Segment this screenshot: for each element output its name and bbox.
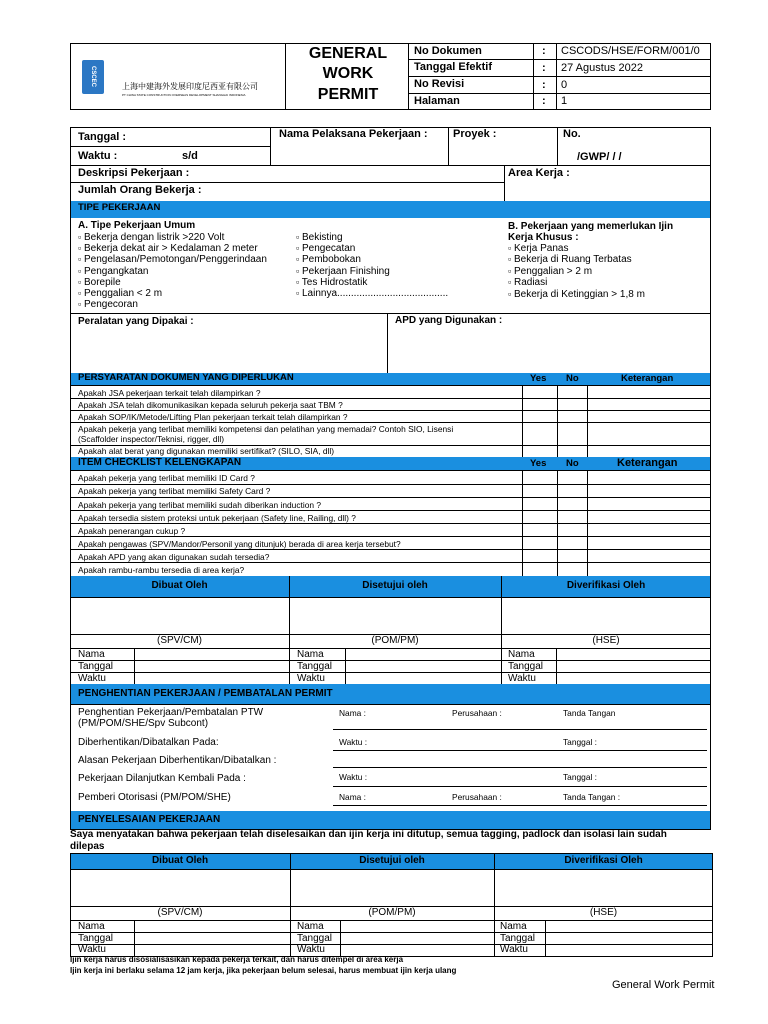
tipe-item-label: Radiasi: [511, 277, 548, 289]
checkbox-icon[interactable]: ▫: [78, 243, 82, 254]
sign2-nama-2: Nama: [297, 921, 324, 932]
meta-label-2: No Revisi: [414, 78, 465, 90]
nama-pelaksana-label: Nama Pelaksana Pekerjaan :: [279, 128, 428, 140]
checkbox-icon[interactable]: ▫: [78, 276, 82, 287]
meta-colon-1: :: [542, 62, 546, 74]
penghentian-l4: Pekerjaan Dilanjutkan Kembali Pada :: [78, 773, 246, 784]
penghentian-perusahaan-1: Perusahaan :: [452, 708, 502, 718]
meta-colon-0: :: [542, 45, 546, 57]
sign2-spv: (SPV/CM): [157, 907, 203, 918]
tipe-col3-item: [508, 277, 547, 288]
checkbox-icon[interactable]: ▫: [78, 254, 82, 265]
tipe-col1-item: [78, 232, 224, 243]
meta-value-2: 0: [561, 79, 568, 91]
tipe-item-label: Bekisting: [299, 232, 343, 243]
tipe-item-label: Penggalian < 2 m: [81, 288, 163, 299]
tipe-item-label: Lainnya........................................: [299, 288, 449, 299]
tipe-a-title: A. Tipe Pekerjaan Umum: [78, 220, 196, 231]
sign2-box: [70, 853, 713, 957]
meta-label-3: Halaman: [414, 95, 460, 107]
penghentian-tanggal-1: Tanggal :: [563, 737, 597, 747]
persyaratan-yes: Yes: [530, 373, 547, 384]
deskripsi-label: Deskripsi Pekerjaan :: [78, 167, 190, 179]
tipe-col2-item: [296, 266, 390, 277]
peralatan-label: Peralatan yang Dipakai :: [78, 316, 194, 327]
sign1-hse: (HSE): [592, 635, 620, 646]
gwp-number: /GWP/ / /: [577, 151, 622, 163]
no-label: No.: [563, 128, 581, 140]
checklist-ket: Keterangan: [617, 457, 678, 469]
checkbox-icon[interactable]: ▫: [508, 254, 512, 265]
tipe-col1-item: [78, 254, 267, 265]
meta-value-0: CSCODS/HSE/FORM/001/0: [561, 45, 700, 57]
checkbox-icon[interactable]: ▫: [78, 299, 82, 310]
sign2-waktu-2: Waktu: [297, 944, 325, 955]
checkbox-icon[interactable]: ▫: [508, 277, 512, 288]
waktu-label: Waktu :: [78, 150, 118, 162]
checkbox-icon[interactable]: ▫: [508, 288, 512, 299]
penghentian-waktu-1: Waktu :: [339, 737, 368, 747]
persyaratan-ket: Keterangan: [621, 373, 674, 384]
tipe-col1-item: [78, 299, 138, 310]
tipe-item-label: Tes Hidrostatik: [299, 276, 368, 288]
sign1-nama-3: Nama: [508, 649, 535, 660]
persyaratan-title: PERSYARATAN DOKUMEN YANG DIPERLUKAN: [78, 372, 294, 383]
title-line1: GENERAL: [308, 45, 388, 62]
tipe-col3-item: [508, 289, 645, 300]
penghentian-ttd-2: Tanda Tangan :: [563, 792, 621, 802]
tipe-b-title-2: Kerja Khusus :: [508, 232, 579, 243]
sign2-dibuat: Dibuat Oleh: [151, 855, 209, 866]
tipe-col2-item: [296, 288, 448, 299]
tipe-item-label: Borepile: [81, 276, 121, 288]
persyaratan-item-0: Apakah JSA pekerjaan terkait telah dilampirkan ?: [78, 388, 261, 398]
tipe-item-label: Pembobokan: [299, 254, 361, 266]
proyek-label: Proyek :: [453, 128, 497, 140]
sign2-tanggal-1: Tanggal: [78, 933, 114, 944]
sign2-pom: (POM/PM): [368, 907, 416, 918]
sign2-nama-3: Nama: [500, 921, 527, 932]
tipe-item-label: Pekerjaan Finishing: [299, 265, 390, 277]
sign1-pom: (POM/PM): [371, 635, 419, 646]
sign1-disetujui: Disetujui oleh: [362, 580, 428, 591]
penghentian-title: PENGHENTIAN PEKERJAAN / PEMBATALAN PERMIT: [78, 688, 333, 699]
tipe-col1-item: [78, 277, 121, 288]
tipe-col2-item: [296, 243, 355, 254]
tipe-item-label: Pengangkatan: [81, 265, 149, 277]
penghentian-l5: Pemberi Otorisasi (PM/POM/SHE): [78, 792, 231, 803]
persyaratan-item-4: (Scaffolder inspector/Teknisi, rigger, dll): [78, 434, 225, 444]
tipe-col1-item: [78, 266, 148, 277]
tipe-item-label: Bekerja di Ketinggian > 1,8 m: [511, 288, 645, 300]
penghentian-perusahaan-2: Perusahaan :: [452, 792, 502, 802]
footer-doc-name: General Work Permit: [612, 979, 715, 991]
checklist-title: ITEM CHECKLIST KELENGKAPAN: [78, 457, 242, 468]
sign1-tanggal-2: Tanggal: [297, 661, 333, 672]
checkbox-icon[interactable]: ▫: [508, 243, 512, 253]
sign1-waktu-3: Waktu: [508, 673, 536, 684]
persyaratan-item-5: Apakah alat berat yang digunakan memiliki sertifikat? (SILO, SIA, dll): [78, 446, 335, 456]
sign1-dibuat: Dibuat Oleh: [151, 580, 208, 591]
tipe-item-label: Bekerja di Ruang Terbatas: [511, 254, 632, 266]
logo-mark: CSCEC: [90, 66, 96, 88]
meta-label-1: Tanggal Efektif: [414, 61, 493, 73]
sd-label: s/d: [182, 150, 198, 162]
sign2-disetujui: Disetujui oleh: [359, 855, 425, 866]
tipe-item-label: Bekerja dekat air > Kedalaman 2 meter: [81, 243, 258, 255]
checkbox-icon[interactable]: ▫: [296, 276, 300, 287]
sign1-tanggal-1: Tanggal: [78, 661, 114, 672]
checkbox-icon[interactable]: ▫: [296, 232, 300, 242]
tipe-col2-item: [296, 277, 367, 288]
tipe-pekerjaan-header: [71, 201, 710, 218]
meta-value-3: 1: [561, 95, 568, 107]
checklist-item-3: Apakah tersedia sistem proteksi untuk pekerjaan (Safety line, Railing, dll) ?: [78, 513, 356, 523]
sign2-tanggal-2: Tanggal: [297, 933, 333, 944]
meta-colon-2: :: [542, 79, 546, 91]
footer-note-2: Ijin kerja ini berlaku selama 12 jam kerja, jika pekerjaan belum selesai, harus membuat ijin kerja ulang: [70, 966, 457, 975]
sign2-diverifikasi: Diverifikasi Oleh: [564, 855, 643, 866]
tipe-col1-item: [78, 243, 258, 254]
penghentian-waktu-2: Waktu :: [339, 772, 368, 782]
checklist-item-1: Apakah pekerja yang terlibat memiliki Safety Card ?: [78, 486, 271, 496]
penyelesaian-statement-1: Saya menyatakan bahwa pekerjaan telah diselesaikan dan ijin kerja ini ditutup, semua tagging, padlock dan isolasi lain sudah: [70, 829, 667, 840]
tipe-item-label: Pengecoran: [81, 299, 138, 311]
apd-label: APD yang Digunakan :: [395, 315, 503, 326]
persyaratan-no: No: [566, 373, 579, 384]
sign2-waktu-3: Waktu: [500, 944, 528, 955]
tipe-col3-item: [508, 266, 592, 277]
sign1-waktu-2: Waktu: [297, 673, 325, 684]
persyaratan-item-3: Apakah pekerja yang terlibat memiliki kompetensi dan pelatihan yang memadai? Contoh SIO, Lisensi: [78, 424, 454, 434]
title-line2: WORK: [322, 65, 374, 82]
sign1-nama-2: Nama: [297, 649, 324, 660]
area-kerja-label: Area Kerja :: [508, 167, 570, 179]
tipe-item-label: Pengecatan: [299, 243, 356, 255]
persyaratan-item-2: Apakah SOP/IK/Metode/Lifting Plan pekerjaan terkait telah dilampirkan ?: [78, 412, 348, 422]
checklist-yes: Yes: [530, 458, 547, 469]
checkbox-icon[interactable]: ▫: [296, 288, 300, 298]
jumlah-orang-label: Jumlah Orang Bekerja :: [78, 184, 202, 196]
tipe-item-label: Kerja Panas: [511, 243, 569, 254]
company-logo: [82, 60, 104, 94]
tipe-col2-item: [296, 232, 343, 243]
sign1-waktu-1: Waktu: [78, 673, 106, 684]
penyelesaian-title: PENYELESAIAN PEKERJAAN: [78, 814, 221, 825]
penghentian-ttd-1: Tanda Tangan: [563, 708, 616, 718]
sign2-hse: (HSE): [589, 907, 618, 918]
checklist-item-7: Apakah rambu-rambu tersedia di area kerja?: [78, 565, 245, 575]
checkbox-icon[interactable]: ▫: [296, 243, 300, 254]
company-name-cn: 上海中建海外发展印度尼西亚有限公司: [122, 82, 258, 91]
penghentian-l2: Diberhentikan/Dibatalkan Pada:: [78, 737, 219, 748]
tipe-item-label: Penggalian > 2 m: [511, 265, 593, 277]
persyaratan-item-1: Apakah JSA telah dikomunikasikan kepada seluruh pekerja saat TBM ?: [78, 400, 343, 410]
tipe-col3-item: [508, 243, 568, 254]
checkbox-icon[interactable]: ▫: [78, 288, 82, 298]
checkbox-icon[interactable]: ▫: [296, 254, 300, 265]
checkbox-icon[interactable]: ▫: [508, 265, 512, 276]
company-name-en: PT CHINA STATE CONSTRUCTION OVERSEAS DEVELOPMENT SHANGHAI INDONESIA: [122, 93, 246, 97]
penghentian-nama-2: Nama :: [339, 792, 366, 802]
penyelesaian-statement-2: dilepas: [70, 841, 105, 852]
checkbox-icon[interactable]: ▫: [78, 232, 82, 242]
tipe-b-title-1: B. Pekerjaan yang memerlukan Ijin: [508, 221, 674, 232]
footer-note-1: Ijin kerja harus disosialisasikan kepada pekerja terkait, dan harus ditempel di area kerja: [70, 955, 404, 964]
checklist-item-4: Apakah penerangan cukup ?: [78, 526, 186, 536]
tipe-item-label: Bekerja dengan listrik >220 Volt: [81, 232, 225, 243]
sign2-tanggal-3: Tanggal: [500, 933, 536, 944]
sign1-nama-1: Nama: [78, 649, 105, 660]
sign2-nama-1: Nama: [78, 921, 105, 932]
checklist-item-6: Apakah APD yang akan digunakan sudah tersedia?: [78, 552, 270, 562]
penghentian-l1a: Penghentian Pekerjaan/Pembatalan PTW: [78, 707, 264, 718]
sign1-tanggal-3: Tanggal: [508, 661, 544, 672]
tipe-col3-item: [508, 254, 632, 265]
checkbox-icon[interactable]: ▫: [78, 265, 82, 276]
penghentian-nama-1: Nama :: [339, 708, 366, 718]
tipe-col1-item: [78, 288, 162, 299]
checklist-item-0: Apakah pekerja yang terlibat memiliki ID Card ?: [78, 473, 255, 483]
checklist-item-2: Apakah pekerja yang terlibat memiliki sudah diberikan induction ?: [78, 500, 322, 510]
tipe-col2-item: [296, 254, 361, 265]
checkbox-icon[interactable]: ▫: [296, 265, 300, 276]
sign1-diverifikasi: Diverifikasi Oleh: [566, 580, 646, 591]
penghentian-l1b: (PM/POM/SHE/Spv Subcont): [78, 718, 209, 729]
penghentian-l3: Alasan Pekerjaan Diberhentikan/Dibatalkan :: [78, 755, 277, 766]
sign2-waktu-1: Waktu: [78, 944, 106, 955]
penghentian-tanggal-2: Tanggal :: [563, 772, 597, 782]
tanggal-label: Tanggal :: [78, 131, 127, 143]
title-line3: PERMIT: [317, 86, 379, 103]
checklist-no: No: [566, 458, 579, 469]
meta-colon-3: :: [542, 95, 546, 107]
checklist-item-5: Apakah pengawas (SPV/Mandor/Personil yang ditunjuk) berada di area kerja tersebut?: [78, 539, 401, 549]
sign1-spv: (SPV/CM): [157, 635, 202, 646]
tipe-item-label: Pengelasan/Pemotongan/Penggerindaan: [81, 254, 267, 266]
tipe-pekerjaan-title: TIPE PEKERJAAN: [78, 202, 161, 213]
meta-label-0: No Dokumen: [414, 45, 482, 57]
meta-value-1: 27 Agustus 2022: [561, 62, 643, 74]
